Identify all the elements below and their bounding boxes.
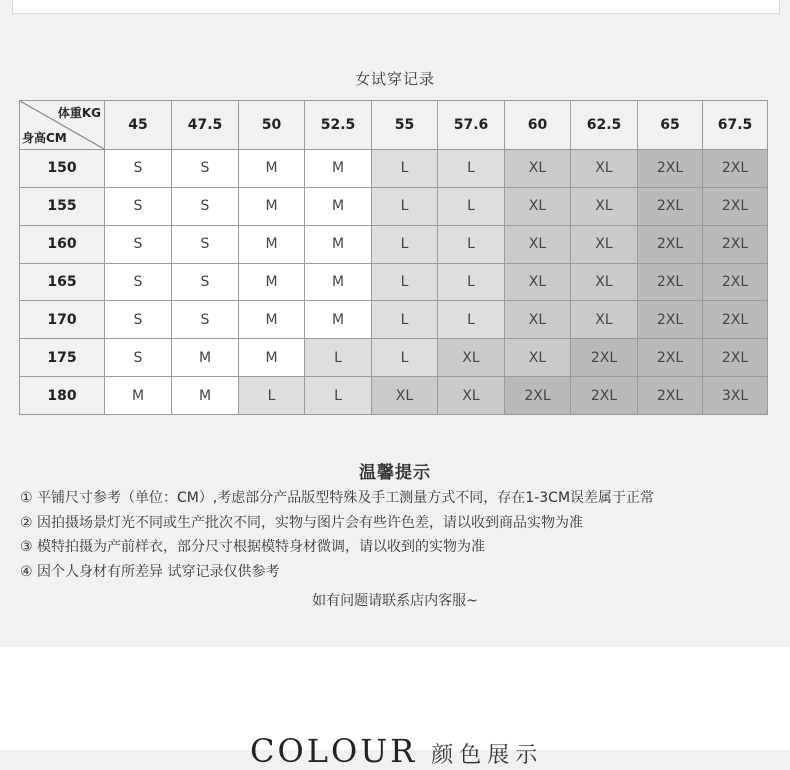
size-cell: 2XL bbox=[703, 187, 768, 225]
weight-header: 55 bbox=[372, 101, 438, 150]
size-cell: S bbox=[105, 187, 172, 225]
table-row bbox=[20, 187, 768, 225]
size-cell: XL bbox=[505, 301, 571, 339]
size-cell: M bbox=[105, 377, 172, 415]
size-cell: M bbox=[239, 187, 305, 225]
size-cell: 2XL bbox=[638, 301, 703, 339]
size-cell: 2XL bbox=[638, 263, 703, 301]
size-cell: M bbox=[172, 377, 239, 415]
weight-header: 50 bbox=[239, 101, 305, 150]
size-cell: L bbox=[372, 263, 438, 301]
size-cell: XL bbox=[571, 263, 638, 301]
size-cell: M bbox=[305, 187, 372, 225]
size-cell: L bbox=[372, 150, 438, 188]
size-cell: 2XL bbox=[638, 150, 703, 188]
size-cell: L bbox=[305, 377, 372, 415]
size-cell: XL bbox=[571, 187, 638, 225]
top-card bbox=[12, 0, 780, 14]
tip-item: ① 平铺尺寸参考（单位：CM）,考虑部分产品版型特殊及手工测量方式不同，存在1-3CM误差属于正常 bbox=[20, 490, 655, 506]
height-cell: 180 bbox=[20, 377, 105, 415]
height-cell: 165 bbox=[20, 263, 105, 301]
tip-item: ③ 模特拍摄为产前样衣，部分尺寸根据模特身材微调，请以收到的实物为准 bbox=[20, 539, 485, 555]
weight-header: 47.5 bbox=[172, 101, 239, 150]
size-cell: 2XL bbox=[638, 225, 703, 263]
size-cell: 2XL bbox=[638, 339, 703, 377]
size-cell: S bbox=[172, 150, 239, 188]
size-cell: S bbox=[172, 187, 239, 225]
size-cell: L bbox=[239, 377, 305, 415]
size-cell: L bbox=[372, 339, 438, 377]
size-cell: L bbox=[372, 301, 438, 339]
height-cell: 150 bbox=[20, 150, 105, 188]
size-cell: 2XL bbox=[703, 339, 768, 377]
size-cell: M bbox=[239, 339, 305, 377]
size-cell: S bbox=[172, 225, 239, 263]
table-header-row bbox=[20, 101, 768, 150]
size-cell: S bbox=[105, 150, 172, 188]
height-cell: 175 bbox=[20, 339, 105, 377]
size-trial-table bbox=[19, 100, 768, 415]
size-cell: M bbox=[239, 150, 305, 188]
size-cell: 2XL bbox=[703, 225, 768, 263]
weight-header: 45 bbox=[105, 101, 172, 150]
contact-note: 如有问题请联系店内客服~ bbox=[312, 593, 478, 609]
size-cell: XL bbox=[438, 377, 505, 415]
weight-header: 57.6 bbox=[438, 101, 505, 150]
size-cell: XL bbox=[571, 225, 638, 263]
size-cell: S bbox=[105, 225, 172, 263]
size-cell: XL bbox=[505, 263, 571, 301]
size-cell: S bbox=[172, 301, 239, 339]
size-cell: S bbox=[105, 301, 172, 339]
size-cell: 2XL bbox=[703, 301, 768, 339]
table-row bbox=[20, 150, 768, 188]
size-cell: L bbox=[438, 187, 505, 225]
tip-item: ④ 因个人身材有所差异 试穿记录仅供参考 bbox=[20, 563, 280, 580]
size-cell: M bbox=[305, 150, 372, 188]
size-cell: M bbox=[305, 225, 372, 263]
tips-list bbox=[20, 486, 785, 584]
size-cell: 2XL bbox=[571, 339, 638, 377]
size-cell: 2XL bbox=[703, 263, 768, 301]
size-cell: XL bbox=[505, 225, 571, 263]
size-cell: 2XL bbox=[505, 377, 571, 415]
weight-header: 62.5 bbox=[571, 101, 638, 150]
weight-header: 52.5 bbox=[305, 101, 372, 150]
size-cell: 2XL bbox=[703, 150, 768, 188]
table-corner-cell bbox=[20, 101, 105, 150]
size-cell: 3XL bbox=[703, 377, 768, 415]
size-cell: M bbox=[239, 263, 305, 301]
size-cell: M bbox=[239, 225, 305, 263]
weight-header: 67.5 bbox=[703, 101, 768, 150]
size-cell: XL bbox=[505, 150, 571, 188]
size-cell: M bbox=[305, 263, 372, 301]
size-cell: 2XL bbox=[638, 377, 703, 415]
section-title: 女试穿记录 bbox=[354, 70, 435, 88]
table-row bbox=[20, 377, 768, 415]
size-cell: XL bbox=[571, 301, 638, 339]
size-cell: L bbox=[438, 301, 505, 339]
tip-item: ② 因拍摄场景灯光不同或生产批次不同，实物与图片会有些许色差，请以收到商品实物为准 bbox=[20, 514, 583, 531]
size-cell: 2XL bbox=[571, 377, 638, 415]
table-row bbox=[20, 301, 768, 339]
size-cell: L bbox=[438, 263, 505, 301]
size-cell: S bbox=[105, 263, 172, 301]
corner-weight-label: 体重KG bbox=[57, 106, 101, 120]
size-cell: XL bbox=[438, 339, 505, 377]
size-cell: M bbox=[172, 339, 239, 377]
table-row bbox=[20, 339, 768, 377]
table-row bbox=[20, 225, 768, 263]
tips-title: 温馨提示 bbox=[359, 463, 431, 483]
size-cell: L bbox=[305, 339, 372, 377]
height-cell: 155 bbox=[20, 187, 105, 225]
size-cell: 2XL bbox=[638, 187, 703, 225]
colour-heading bbox=[250, 732, 543, 770]
size-cell: L bbox=[438, 150, 505, 188]
weight-header: 65 bbox=[638, 101, 703, 150]
size-cell: M bbox=[239, 301, 305, 339]
size-cell: XL bbox=[372, 377, 438, 415]
weight-header: 60 bbox=[505, 101, 571, 150]
size-cell: XL bbox=[505, 187, 571, 225]
size-cell: L bbox=[372, 187, 438, 225]
size-cell: XL bbox=[571, 150, 638, 188]
size-cell: XL bbox=[505, 339, 571, 377]
height-cell: 160 bbox=[20, 225, 105, 263]
colour-title-en: COLOUR bbox=[250, 732, 418, 770]
size-cell: L bbox=[438, 225, 505, 263]
height-cell: 170 bbox=[20, 301, 105, 339]
size-cell: S bbox=[172, 263, 239, 301]
size-cell: L bbox=[372, 225, 438, 263]
size-cell: M bbox=[305, 301, 372, 339]
table-row bbox=[20, 263, 768, 301]
corner-height-label: 身高CM bbox=[22, 131, 67, 145]
size-cell: S bbox=[105, 339, 172, 377]
colour-title-cn: 颜色展示 bbox=[431, 743, 544, 768]
